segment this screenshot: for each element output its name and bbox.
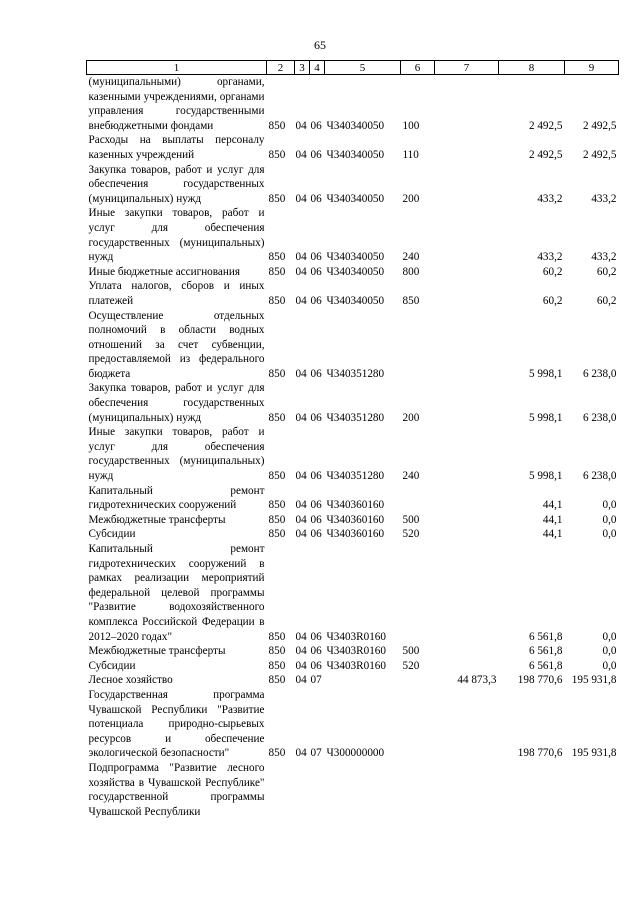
subsection-code: 06 <box>310 513 322 526</box>
expense-type-code: 520 <box>402 659 420 672</box>
row-name: Осуществление отдельных полномочий в области водных отношений за счет субвенции, предоставляемой из федерального бюджета <box>88 309 265 380</box>
subsection-code: 06 <box>310 499 322 512</box>
target-article-code: Ч340340050 <box>326 265 385 278</box>
subsection-code: 06 <box>310 630 322 643</box>
amount-col8: 198 770,6 <box>517 747 563 760</box>
min-code: 850 <box>268 513 286 526</box>
table-row <box>87 513 619 528</box>
expense-type-code: 200 <box>402 411 420 424</box>
min-code: 850 <box>268 367 286 380</box>
table-row <box>87 542 619 644</box>
section-code: 04 <box>295 251 307 264</box>
target-article-code: Ч340340050 <box>326 148 385 161</box>
subsection-code: 06 <box>310 645 322 658</box>
amount-col7 <box>435 133 499 162</box>
section-code: 04 <box>295 645 307 658</box>
page-number: 65 <box>314 38 326 52</box>
column-header: 6 <box>401 61 435 75</box>
amount-col7 <box>435 688 499 761</box>
section-code: 04 <box>295 411 307 424</box>
amount-col9: 60,2 <box>596 294 617 307</box>
amount-col7 <box>435 75 499 134</box>
budget-table <box>86 60 619 819</box>
amount-col9: 6 238,0 <box>582 470 617 483</box>
amount-col7 <box>435 265 499 280</box>
amount-col7 <box>435 163 499 207</box>
column-header: 7 <box>435 61 499 75</box>
target-article-code <box>325 761 401 819</box>
target-article-code: Ч340351280 <box>326 367 385 380</box>
amount-col9: 2 492,5 <box>582 119 617 132</box>
amount-col9: 0,0 <box>602 659 617 672</box>
table-row <box>87 279 619 308</box>
target-article-code: Ч340340050 <box>326 251 385 264</box>
amount-col7 <box>435 309 499 382</box>
subsection-code: 07 <box>310 747 322 760</box>
section-code: 04 <box>295 528 307 541</box>
subsection-code: 06 <box>310 659 322 672</box>
target-article-code: Ч340340050 <box>326 119 385 132</box>
row-name: Государственная программа Чувашской Республики "Развитие потенциала природно-сырьевых ресурсов и обеспечение экологической безопасности" <box>88 688 265 760</box>
amount-col7 <box>435 659 499 674</box>
amount-col8: 6 561,8 <box>528 659 563 672</box>
amount-col7 <box>435 484 499 513</box>
table-row <box>87 265 619 280</box>
amount-col9: 0,0 <box>602 499 617 512</box>
column-header: 9 <box>565 61 619 75</box>
amount-col9: 0,0 <box>602 630 617 643</box>
amount-col8: 433,2 <box>537 251 563 264</box>
min-code: 850 <box>268 528 286 541</box>
amount-col8 <box>499 761 565 819</box>
column-header: 2 <box>267 61 295 75</box>
amount-col7 <box>435 527 499 542</box>
amount-col7 <box>435 279 499 308</box>
min-code: 850 <box>268 294 286 307</box>
row-name: Иные закупки товаров, работ и услуг для обеспечения государственных (муниципальных) нужд <box>88 426 265 483</box>
subsection-code: 06 <box>310 470 322 483</box>
min-code: 850 <box>268 645 286 658</box>
row-name: Субсидии <box>88 528 136 541</box>
section-code: 04 <box>295 659 307 672</box>
table-row <box>87 659 619 674</box>
subsection-code: 06 <box>310 119 322 132</box>
amount-col8: 5 998,1 <box>528 367 563 380</box>
amount-col9: 0,0 <box>602 528 617 541</box>
row-name: Закупка товаров, работ и услуг для обеспечения государственных (муниципальных) нужд <box>88 382 265 424</box>
subsection-code: 06 <box>310 367 322 380</box>
expense-type-code: 100 <box>402 119 420 132</box>
min-code: 850 <box>268 499 286 512</box>
section-code <box>295 761 310 819</box>
section-code: 04 <box>295 499 307 512</box>
expense-type-code <box>401 761 435 819</box>
amount-col9: 0,0 <box>602 513 617 526</box>
target-article-code: Ч3403R0160 <box>326 659 386 672</box>
column-header: 8 <box>499 61 565 75</box>
expense-type-code <box>401 688 435 761</box>
amount-col9 <box>565 761 619 819</box>
amount-col8: 2 492,5 <box>528 148 563 161</box>
amount-col9: 60,2 <box>596 265 617 278</box>
section-code: 04 <box>295 470 307 483</box>
section-code: 04 <box>295 630 307 643</box>
expense-type-code <box>401 673 435 688</box>
min-code <box>267 761 295 819</box>
min-code: 850 <box>268 411 286 424</box>
expense-type-code <box>401 309 435 382</box>
subsection-code: 06 <box>310 528 322 541</box>
target-article-code: Ч3403R0160 <box>326 645 386 658</box>
subsection-code: 06 <box>310 148 322 161</box>
amount-col8: 44,1 <box>542 513 563 526</box>
table-row <box>87 309 619 382</box>
amount-col7: 44 873,3 <box>457 674 497 687</box>
subsection-code: 06 <box>310 192 322 205</box>
column-header: 4 <box>310 61 325 75</box>
target-article-code: Ч300000000 <box>326 747 385 760</box>
amount-col8: 44,1 <box>542 499 563 512</box>
amount-col9: 6 238,0 <box>582 367 617 380</box>
min-code: 850 <box>268 674 286 687</box>
subsection-code: 06 <box>310 251 322 264</box>
row-name: Капитальный ремонт гидротехнических сооружений <box>88 484 265 512</box>
section-code: 04 <box>295 148 307 161</box>
amount-col7 <box>435 206 499 264</box>
amount-col7 <box>435 381 499 425</box>
amount-col8: 6 561,8 <box>528 645 563 658</box>
amount-col8: 5 998,1 <box>528 470 563 483</box>
section-code: 04 <box>295 119 307 132</box>
subsection-code: 06 <box>310 294 322 307</box>
section-code: 04 <box>295 265 307 278</box>
subsection-code <box>310 761 325 819</box>
expense-type-code: 110 <box>402 148 419 161</box>
row-name: Иные закупки товаров, работ и услуг для обеспечения государственных (муниципальных) нужд <box>88 207 265 264</box>
row-name: Иные бюджетные ассигнования <box>88 265 240 278</box>
target-article-code: Ч340360160 <box>326 513 385 526</box>
expense-type-code <box>401 484 435 513</box>
row-name: Закупка товаров, работ и услуг для обеспечения государственных (муниципальных) нужд <box>88 163 265 205</box>
expense-type-code: 240 <box>402 470 420 483</box>
row-name: Межбюджетные трансферты <box>88 513 226 526</box>
row-name: Расходы на выплаты персоналу казенных учреждений <box>88 134 265 161</box>
expense-type-code: 850 <box>402 294 420 307</box>
target-article-code: Ч340351280 <box>326 411 385 424</box>
subsection-code: 07 <box>310 674 322 687</box>
amount-col7 <box>435 644 499 659</box>
section-code: 04 <box>295 294 307 307</box>
column-header: 1 <box>87 61 267 75</box>
amount-col8: 44,1 <box>542 528 563 541</box>
amount-col9: 433,2 <box>591 251 617 264</box>
target-article-code: Ч340340050 <box>326 192 385 205</box>
subsection-code: 06 <box>310 411 322 424</box>
target-article-code: Ч340340050 <box>326 294 385 307</box>
table-row <box>87 688 619 761</box>
section-code: 04 <box>295 367 307 380</box>
amount-col9: 6 238,0 <box>582 411 617 424</box>
table-row <box>87 673 619 688</box>
section-code: 04 <box>295 513 307 526</box>
amount-col7 <box>435 761 499 819</box>
expense-type-code: 520 <box>402 528 420 541</box>
min-code: 850 <box>268 630 286 643</box>
section-code: 04 <box>295 192 307 205</box>
amount-col8: 60,2 <box>542 294 563 307</box>
row-name: Уплата налогов, сборов и иных платежей <box>88 280 265 307</box>
column-header: 3 <box>295 61 310 75</box>
table-row <box>87 381 619 425</box>
amount-col8: 198 770,6 <box>517 674 563 687</box>
expense-type-code <box>401 542 435 644</box>
amount-col8: 2 492,5 <box>528 119 563 132</box>
expense-type-code: 800 <box>402 265 420 278</box>
table-row <box>87 425 619 483</box>
table-row <box>87 75 619 134</box>
amount-col9: 2 492,5 <box>582 148 617 161</box>
amount-col7 <box>435 425 499 483</box>
amount-col8: 6 561,8 <box>528 630 563 643</box>
min-code: 850 <box>268 747 286 760</box>
target-article-code: Ч3403R0160 <box>326 630 386 643</box>
amount-col8: 433,2 <box>537 192 563 205</box>
min-code: 850 <box>268 119 286 132</box>
row-name: (муниципальными) органами, казенными учреждениями, органами управления государственными внебюджетными фондами <box>88 76 265 132</box>
amount-col9: 195 931,8 <box>571 747 617 760</box>
target-article-code: Ч340360160 <box>326 499 385 512</box>
min-code: 850 <box>268 251 286 264</box>
row-name: Лесное хозяйство <box>88 674 173 687</box>
min-code: 850 <box>268 265 286 278</box>
min-code: 850 <box>268 470 286 483</box>
min-code: 850 <box>268 192 286 205</box>
expense-type-code: 240 <box>402 251 420 264</box>
amount-col7 <box>435 513 499 528</box>
table-row <box>87 527 619 542</box>
table-row <box>87 484 619 513</box>
expense-type-code: 500 <box>402 513 420 526</box>
section-code: 04 <box>295 674 307 687</box>
expense-type-code: 200 <box>402 192 420 205</box>
row-name: Субсидии <box>88 659 136 672</box>
target-article-code: Ч340360160 <box>326 528 385 541</box>
subsection-code: 06 <box>310 265 322 278</box>
table-row <box>87 133 619 162</box>
amount-col7 <box>435 542 499 644</box>
amount-col9: 195 931,8 <box>571 674 617 687</box>
min-code: 850 <box>268 659 286 672</box>
expense-type-code: 500 <box>402 645 420 658</box>
row-name: Подпрограмма "Развитие лесного хозяйства в Чувашской Республике" государственной программы Чувашской Республики <box>88 761 265 818</box>
row-name: Межбюджетные трансферты <box>88 645 226 658</box>
amount-col8: 5 998,1 <box>528 411 563 424</box>
header-row <box>87 61 619 75</box>
table-row <box>87 206 619 264</box>
target-article-code: Ч340351280 <box>326 470 385 483</box>
row-name: Капитальный ремонт гидротехнических сооружений в рамках реализации мероприятий федеральной целевой программы "Развитие водохозяйственного комплекса Российской Федерации в 2012–2020 годах" <box>88 543 265 643</box>
section-code: 04 <box>295 747 307 760</box>
amount-col8: 60,2 <box>542 265 563 278</box>
target-article-code <box>325 673 401 688</box>
column-header: 5 <box>325 61 401 75</box>
amount-col9: 0,0 <box>602 645 617 658</box>
table-row <box>87 761 619 819</box>
table-row <box>87 163 619 207</box>
table-row <box>87 644 619 659</box>
amount-col9: 433,2 <box>591 192 617 205</box>
min-code: 850 <box>268 148 286 161</box>
